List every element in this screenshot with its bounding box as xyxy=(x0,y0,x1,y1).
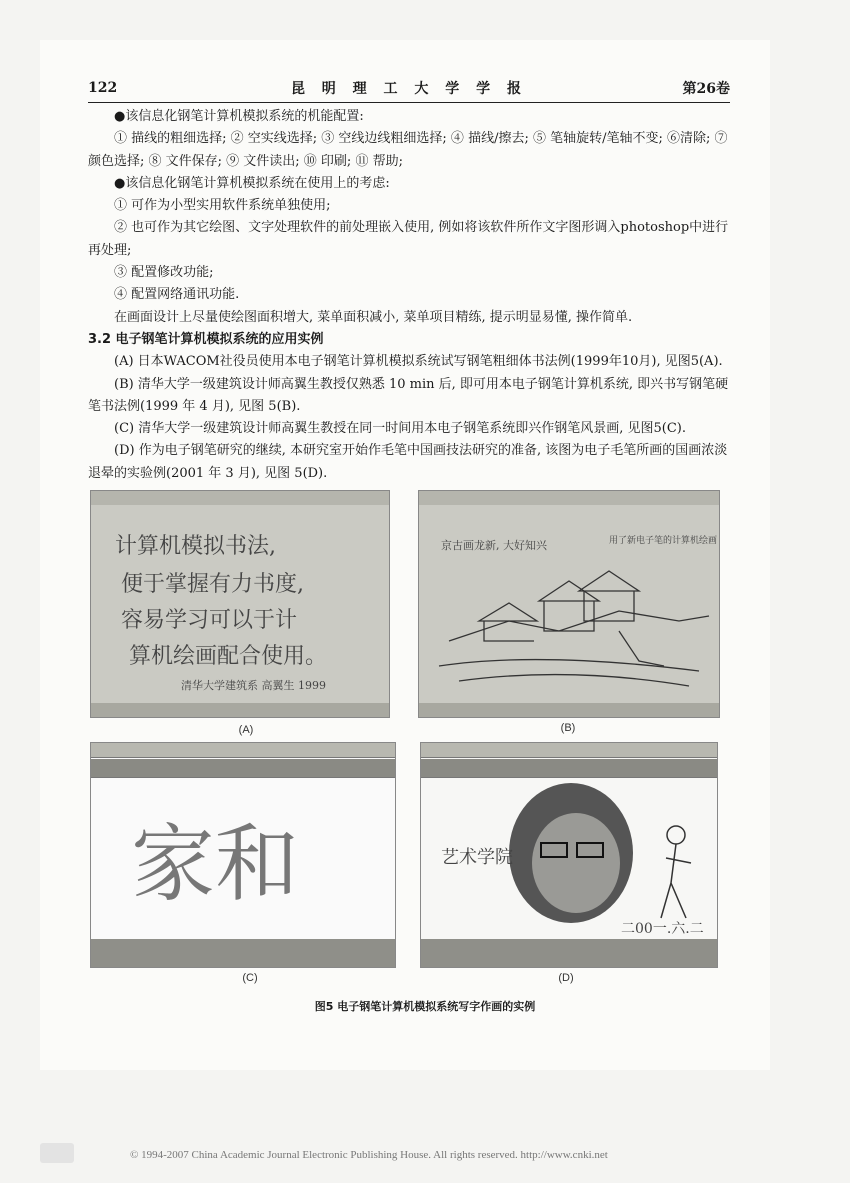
figure-d-label: (D) xyxy=(558,972,574,984)
sketch-note: 用了新电子笔的计算机绘画 xyxy=(609,536,718,546)
page-number: 122 xyxy=(88,80,118,96)
paragraph: ① 描线的粗细选择; ② 空实线选择; ③ 空线边线粗细选择; ④ 描线/擦去; ⑤ 笔轴旋转/笔轴不变; ⑥清除; ⑦ 颜色选择; ⑧ 文件保存; ⑨ 文件读出; ⑩ 印刷; ⑪ 帮助; xyxy=(88,131,728,169)
handwriting-line: 算机绘画配合使用。 xyxy=(129,644,328,669)
running-header xyxy=(88,78,730,103)
paragraph: ② 也可作为其它绘图、文字处理软件的前处理嵌入使用, 例如将该软件所作文字图形调入photoshop中进行再处理; xyxy=(88,220,729,258)
figure-b-drawing xyxy=(419,491,719,717)
figure-d-drawing xyxy=(421,743,717,967)
volume-label: 第26卷 xyxy=(682,81,730,97)
handwriting-line: 便于掌握有力书度, xyxy=(121,572,304,597)
paragraph: (D) 作为电子钢笔研究的继续, 本研究室开始作毛笔中国画技法研究的准备, 该图为电子毛笔所画的国画浓淡退晕的实验例(2001 年 3 月), 见图 5(D). xyxy=(88,443,728,481)
journal-title: 昆 明 理 工 大 学 学 报 xyxy=(290,81,528,97)
paragraph: ●该信息化钢笔计算机模拟系统的机能配置: xyxy=(114,109,364,124)
figure-b-label: (B) xyxy=(560,722,576,734)
figure-d-image xyxy=(420,742,718,968)
handwriting-line: 计算机模拟书法, xyxy=(115,534,276,559)
figure-sketch xyxy=(661,826,691,918)
handwriting-line: 容易学习可以于计 xyxy=(121,608,298,633)
paragraph: ④ 配置网络通讯功能. xyxy=(114,287,240,303)
paragraph: ●该信息化钢笔计算机模拟系统在使用上的考虑: xyxy=(114,175,390,191)
figure-a-drawing xyxy=(91,491,389,717)
paragraph: 在画面设计上尽量使绘图面积增大, 菜单面积减小, 菜单项目精练, 提示明显易懂, 操作简单. xyxy=(114,309,633,325)
figure-c-image xyxy=(90,742,396,968)
village-sketch xyxy=(439,571,709,686)
brush-date: 二00一.六.二 xyxy=(621,921,704,937)
paragraph: (C) 清华大学一级建筑设计师高翼生教授在同一时间用本电子钢笔系统即兴作钢笔风景画, 见图5(C). xyxy=(114,421,686,437)
calligraphy-text: 家和 xyxy=(131,815,300,913)
paragraph: ③ 配置修改功能; xyxy=(114,265,214,281)
figure-c-drawing xyxy=(91,743,395,967)
figure-a-label: (A) xyxy=(238,724,254,736)
paragraph: ① 可作为小型实用软件系统单独使用; xyxy=(114,198,331,214)
figure-caption: 图5 电子钢笔计算机模拟系统写字作画的实例 xyxy=(314,1000,536,1013)
brush-text: 艺术学院 xyxy=(441,847,513,868)
figure-a-image xyxy=(90,490,390,718)
sketch-title: 京古画龙新, 大好知兴 xyxy=(441,539,547,552)
article-body xyxy=(88,106,730,485)
section-heading: 3.2 电子钢笔计算机模拟系统的应用实例 xyxy=(88,331,324,347)
handwriting-signature: 清华大学建筑系 高翼生 1999 xyxy=(181,679,326,692)
footer xyxy=(40,1143,840,1165)
paragraph: (A) 日本WACOM社役员使用本电子钢笔计算机模拟系统试写钢笔粗细体书法例(1999年10月), 见图5(A). xyxy=(114,354,723,370)
figure-b-image xyxy=(418,490,720,718)
copyright-text: © 1994-2007 China Academic Journal Electronic Publishing House. All rights reserved. http://www.cnki.net xyxy=(130,1149,608,1161)
paragraph: (B) 清华大学一级建筑设计师高翼生教授仅熟悉 10 min 后, 即可用本电子钢笔计算机系统, 即兴书写钢笔硬笔书法例(1999 年 4 月), 见图 5(B). xyxy=(88,376,729,414)
figure-c-label: (C) xyxy=(242,972,258,984)
cnki-logo-icon xyxy=(40,1143,74,1163)
